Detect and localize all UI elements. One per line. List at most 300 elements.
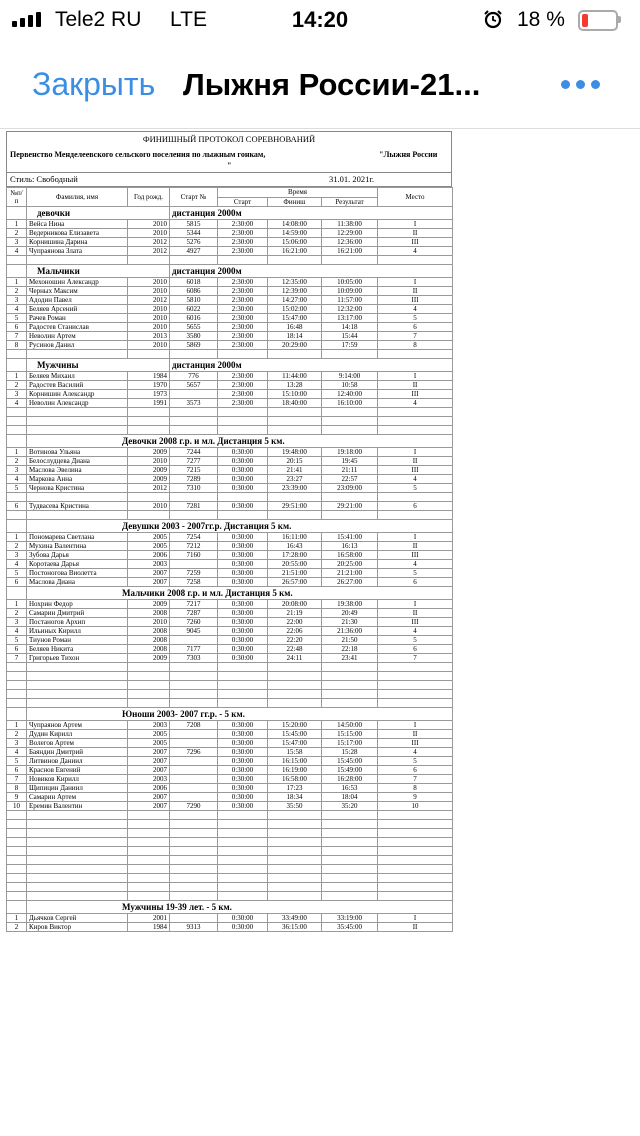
table-cell: 13:28 xyxy=(268,381,322,390)
table-cell: 6 xyxy=(7,645,27,654)
section-title: Девушки 2003 - 2007гг.р. Дистанция 5 км. xyxy=(27,520,453,533)
table-cell: 18:14 xyxy=(268,332,322,341)
document-title: Лыжня России-21... xyxy=(183,67,481,102)
table-row xyxy=(7,914,453,923)
table-cell: 7281 xyxy=(170,502,218,511)
table-cell: 7 xyxy=(7,654,27,663)
table-cell: 5 xyxy=(7,636,27,645)
table-cell: 2010 xyxy=(128,618,170,627)
table-cell: 5 xyxy=(7,314,27,323)
table-row xyxy=(7,721,453,730)
table-cell: 21:36:00 xyxy=(322,627,378,636)
table-cell: I xyxy=(378,448,453,457)
table-cell: 7296 xyxy=(170,748,218,757)
more-options-button[interactable] xyxy=(561,80,601,90)
table-cell: 2:30:00 xyxy=(218,332,268,341)
table-row xyxy=(7,600,453,609)
table-cell: Черных Максим xyxy=(27,287,128,296)
table-cell: 15:20:00 xyxy=(268,721,322,730)
table-cell: 10:58 xyxy=(322,381,378,390)
table-cell: 0:30:00 xyxy=(218,502,268,511)
table-cell: 4 xyxy=(378,748,453,757)
empty-row xyxy=(7,256,453,265)
close-button[interactable]: Закрыть xyxy=(32,66,156,102)
table-cell: 2009 xyxy=(128,448,170,457)
table-cell: 2010 xyxy=(128,229,170,238)
empty-row xyxy=(7,350,453,359)
table-cell xyxy=(170,914,218,923)
table-cell: 6 xyxy=(378,502,453,511)
table-cell: 2010 xyxy=(128,314,170,323)
table-cell: 2008 xyxy=(128,627,170,636)
table-cell xyxy=(170,793,218,802)
table-row xyxy=(7,618,453,627)
table-cell: 20:15 xyxy=(268,457,322,466)
table-cell: I xyxy=(378,533,453,542)
table-cell: 23:09:00 xyxy=(322,484,378,493)
table-cell: 1970 xyxy=(128,381,170,390)
table-row xyxy=(7,484,453,493)
table-cell: Чернова Кристина xyxy=(27,484,128,493)
table-cell: 7 xyxy=(378,654,453,663)
table-cell: 7287 xyxy=(170,609,218,618)
table-cell: 5 xyxy=(378,314,453,323)
table-cell: Тиунов Роман xyxy=(27,636,128,645)
section-title: Девочки 2008 г.р. и мл. Дистанция 5 км. xyxy=(27,435,453,448)
table-cell: 0:30:00 xyxy=(218,784,268,793)
table-cell: 14:50:00 xyxy=(322,721,378,730)
table-cell: 0:30:00 xyxy=(218,627,268,636)
table-cell: 21:41 xyxy=(268,466,322,475)
section-title: Мальчики xyxy=(27,265,170,278)
table-cell: 16:58:00 xyxy=(322,551,378,560)
table-cell: 16:21:00 xyxy=(268,247,322,256)
table-cell: 15:10:00 xyxy=(268,390,322,399)
table-cell: 2 xyxy=(7,923,27,932)
table-cell: 0:30:00 xyxy=(218,636,268,645)
table-cell: 4 xyxy=(378,399,453,408)
table-cell: Мухина Валентина xyxy=(27,542,128,551)
table-row xyxy=(7,332,453,341)
table-cell: 35:20 xyxy=(322,802,378,811)
table-cell: 0:30:00 xyxy=(218,739,268,748)
table-row xyxy=(7,627,453,636)
table-cell: 21:21:00 xyxy=(322,569,378,578)
table-cell: 15:02:00 xyxy=(268,305,322,314)
table-cell: 10:09:00 xyxy=(322,287,378,296)
table-cell: 4927 xyxy=(170,247,218,256)
table-cell: 2003 xyxy=(128,560,170,569)
table-cell: 15:58 xyxy=(268,748,322,757)
empty-row xyxy=(7,883,453,892)
table-cell: I xyxy=(378,914,453,923)
table-cell: 3 xyxy=(7,466,27,475)
table-cell: 6 xyxy=(7,502,27,511)
table-cell: 2008 xyxy=(128,645,170,654)
table-cell: II xyxy=(378,457,453,466)
table-cell: 5810 xyxy=(170,296,218,305)
table-cell: Чупраянов Артем xyxy=(27,721,128,730)
table-cell: 7 xyxy=(7,332,27,341)
table-cell: Еремин Валентин xyxy=(27,802,128,811)
table-row xyxy=(7,220,453,229)
table-cell: Адодин Павел xyxy=(27,296,128,305)
table-cell: 2:30:00 xyxy=(218,278,268,287)
table-cell: Беляев Никита xyxy=(27,645,128,654)
table-row xyxy=(7,341,453,350)
table-cell: 2005 xyxy=(128,730,170,739)
carrier-name: Tele2 RU xyxy=(55,8,142,31)
style-label: Стиль: Свободный xyxy=(10,174,78,184)
table-cell: 6 xyxy=(7,578,27,587)
table-cell: 1973 xyxy=(128,390,170,399)
table-cell: Маслова Эвелина xyxy=(27,466,128,475)
table-cell xyxy=(170,390,218,399)
table-cell: 2001 xyxy=(128,914,170,923)
table-cell: 0:30:00 xyxy=(218,923,268,932)
empty-row xyxy=(7,892,453,901)
table-cell: 2:30:00 xyxy=(218,305,268,314)
table-cell: 5 xyxy=(378,484,453,493)
table-cell: 15:49:00 xyxy=(322,766,378,775)
table-row xyxy=(7,551,453,560)
table-cell: Вейса Нина xyxy=(27,220,128,229)
table-row xyxy=(7,475,453,484)
table-cell: 2009 xyxy=(128,600,170,609)
table-cell: 7 xyxy=(7,775,27,784)
table-cell: 4 xyxy=(7,305,27,314)
table-cell: Беляев Михаил xyxy=(27,372,128,381)
table-row xyxy=(7,390,453,399)
table-cell: 20:49 xyxy=(322,609,378,618)
table-cell: 1 xyxy=(7,220,27,229)
table-cell: Дьячков Сергей xyxy=(27,914,128,923)
table-cell: 2009 xyxy=(128,475,170,484)
table-cell: Самарин Дмитрий xyxy=(27,609,128,618)
table-cell: 776 xyxy=(170,372,218,381)
table-cell: 2006 xyxy=(128,784,170,793)
table-cell: 6 xyxy=(378,323,453,332)
table-cell: 2 xyxy=(7,730,27,739)
table-row xyxy=(7,247,453,256)
table-cell: 7289 xyxy=(170,475,218,484)
table-cell xyxy=(170,766,218,775)
table-row xyxy=(7,802,453,811)
table-cell: 0:30:00 xyxy=(218,448,268,457)
table-cell: 8 xyxy=(378,784,453,793)
table-cell xyxy=(170,636,218,645)
table-cell: 0:30:00 xyxy=(218,721,268,730)
battery-icon xyxy=(578,10,618,31)
table-cell: Новиков Кирилл xyxy=(27,775,128,784)
table-row xyxy=(7,287,453,296)
table-cell: Самарин Артем xyxy=(27,793,128,802)
table-row xyxy=(7,569,453,578)
table-cell: 10 xyxy=(378,802,453,811)
table-cell: Зубова Дарья xyxy=(27,551,128,560)
table-cell: 2:30:00 xyxy=(218,390,268,399)
table-cell: 11:44:00 xyxy=(268,372,322,381)
table-cell: 2012 xyxy=(128,296,170,305)
table-cell: 2009 xyxy=(128,466,170,475)
table-cell: 0:30:00 xyxy=(218,551,268,560)
table-cell: 6016 xyxy=(170,314,218,323)
table-cell: 12:32:00 xyxy=(322,305,378,314)
empty-row xyxy=(7,408,453,417)
table-cell: II xyxy=(378,287,453,296)
table-cell: 22:48 xyxy=(268,645,322,654)
table-cell: 4 xyxy=(7,560,27,569)
table-cell: 11:38:00 xyxy=(322,220,378,229)
table-row xyxy=(7,296,453,305)
table-cell: 0:30:00 xyxy=(218,766,268,775)
table-cell: 15:45:00 xyxy=(268,730,322,739)
section-header xyxy=(7,435,453,448)
table-cell: 12:40:00 xyxy=(322,390,378,399)
table-cell: 9:14:00 xyxy=(322,372,378,381)
table-row xyxy=(7,314,453,323)
table-cell: 2 xyxy=(7,381,27,390)
table-cell: 0:30:00 xyxy=(218,618,268,627)
table-cell: Радостев Станислав xyxy=(27,323,128,332)
table-cell: Мехоношин Александр xyxy=(27,278,128,287)
table-cell: 5 xyxy=(7,484,27,493)
table-cell: Беляев Арсений xyxy=(27,305,128,314)
table-cell: 2:30:00 xyxy=(218,238,268,247)
table-cell: 7244 xyxy=(170,448,218,457)
table-cell: 1 xyxy=(7,533,27,542)
table-cell: 2010 xyxy=(128,457,170,466)
table-cell: Рачев Роман xyxy=(27,314,128,323)
table-cell: 2:30:00 xyxy=(218,372,268,381)
table-cell: 14:08:00 xyxy=(268,220,322,229)
table-cell: 22:18 xyxy=(322,645,378,654)
table-cell: 3 xyxy=(7,296,27,305)
empty-row xyxy=(7,847,453,856)
table-cell: 5276 xyxy=(170,238,218,247)
table-row xyxy=(7,381,453,390)
table-cell: 14:27:00 xyxy=(268,296,322,305)
table-cell: 19:18:00 xyxy=(322,448,378,457)
table-cell: 22:00 xyxy=(268,618,322,627)
table-cell: 6 xyxy=(378,766,453,775)
table-row xyxy=(7,533,453,542)
table-cell: 18:40:00 xyxy=(268,399,322,408)
table-cell: 2007 xyxy=(128,569,170,578)
table-cell: 2008 xyxy=(128,609,170,618)
table-cell: 17:59 xyxy=(322,341,378,350)
table-cell: 16:53 xyxy=(322,784,378,793)
empty-row xyxy=(7,865,453,874)
empty-row xyxy=(7,829,453,838)
table-row xyxy=(7,399,453,408)
table-cell: Неволин Александр xyxy=(27,399,128,408)
table-cell: II xyxy=(378,609,453,618)
table-cell: II xyxy=(378,923,453,932)
table-cell: 0:30:00 xyxy=(218,609,268,618)
table-cell: 3 xyxy=(7,390,27,399)
table-row xyxy=(7,730,453,739)
table-cell: 2010 xyxy=(128,502,170,511)
table-cell: 15:06:00 xyxy=(268,238,322,247)
table-cell: 3 xyxy=(7,618,27,627)
table-cell: 4 xyxy=(7,399,27,408)
table-cell: 15:45:00 xyxy=(322,757,378,766)
table-cell: 2007 xyxy=(128,578,170,587)
table-row xyxy=(7,229,453,238)
table-cell: 35:45:00 xyxy=(322,923,378,932)
table-cell: Ведерникова Елизавета xyxy=(27,229,128,238)
table-cell: 2:30:00 xyxy=(218,247,268,256)
competition-subtitle: Первенство Менделеевского сельского поселения по лыжным гонкам, "Лыжня России " xyxy=(6,146,452,172)
table-cell: 16:58:00 xyxy=(268,775,322,784)
section-title: Юноши 2003- 2007 гг.р. - 5 км. xyxy=(27,708,453,721)
table-cell: 2:30:00 xyxy=(218,341,268,350)
table-cell: II xyxy=(378,730,453,739)
table-cell: 2010 xyxy=(128,220,170,229)
table-cell: 33:19:00 xyxy=(322,914,378,923)
table-cell: 19:48:00 xyxy=(268,448,322,457)
table-cell: 0:30:00 xyxy=(218,533,268,542)
table-cell: 18:34 xyxy=(268,793,322,802)
table-row xyxy=(7,645,453,654)
table-cell: 0:30:00 xyxy=(218,569,268,578)
table-cell: II xyxy=(378,381,453,390)
table-cell: 21:51:00 xyxy=(268,569,322,578)
table-row xyxy=(7,372,453,381)
table-row xyxy=(7,793,453,802)
table-cell: III xyxy=(378,296,453,305)
empty-row xyxy=(7,811,453,820)
table-cell: Коротаева Дарья xyxy=(27,560,128,569)
table-cell: 2:30:00 xyxy=(218,229,268,238)
table-cell: 2 xyxy=(7,457,27,466)
table-cell: 14:59:00 xyxy=(268,229,322,238)
table-cell: 16:13 xyxy=(322,542,378,551)
table-cell: 0:30:00 xyxy=(218,484,268,493)
table-cell: 7260 xyxy=(170,618,218,627)
table-cell: III xyxy=(378,551,453,560)
table-cell: I xyxy=(378,278,453,287)
table-cell: I xyxy=(378,600,453,609)
table-cell: 5869 xyxy=(170,341,218,350)
table-row xyxy=(7,466,453,475)
table-header: №п/п Фамилия, имя Год рожд. Старт № Время Место xyxy=(7,188,453,198)
table-cell: 2013 xyxy=(128,332,170,341)
table-cell: 16:15:00 xyxy=(268,757,322,766)
table-cell: 5 xyxy=(378,757,453,766)
table-row xyxy=(7,502,453,511)
table-cell: II xyxy=(378,542,453,551)
table-cell: III xyxy=(378,739,453,748)
table-cell: 0:30:00 xyxy=(218,748,268,757)
table-cell: 21:30 xyxy=(322,618,378,627)
table-cell: 0:30:00 xyxy=(218,914,268,923)
table-cell: 4 xyxy=(7,247,27,256)
table-row xyxy=(7,542,453,551)
table-cell: 2:30:00 xyxy=(218,323,268,332)
table-cell: Дудин Кирилл xyxy=(27,730,128,739)
table-cell: 2005 xyxy=(128,542,170,551)
table-cell: I xyxy=(378,220,453,229)
table-cell: 13:17:00 xyxy=(322,314,378,323)
table-row xyxy=(7,560,453,569)
table-cell xyxy=(170,730,218,739)
table-cell: 15:47:00 xyxy=(268,314,322,323)
table-cell: 0:30:00 xyxy=(218,542,268,551)
table-cell: 36:15:00 xyxy=(268,923,322,932)
table-row xyxy=(7,784,453,793)
table-cell xyxy=(170,739,218,748)
table-cell: 4 xyxy=(378,627,453,636)
table-cell: 7277 xyxy=(170,457,218,466)
table-cell: 26:27:00 xyxy=(322,578,378,587)
table-cell: Маркова Анна xyxy=(27,475,128,484)
table-cell: 17:28:00 xyxy=(268,551,322,560)
table-cell: 8 xyxy=(378,341,453,350)
table-cell: 2 xyxy=(7,542,27,551)
table-cell: Корнишин Александр xyxy=(27,390,128,399)
table-cell: 2:30:00 xyxy=(218,287,268,296)
table-cell: 2006 xyxy=(128,551,170,560)
table-cell: 0:30:00 xyxy=(218,802,268,811)
table-row xyxy=(7,636,453,645)
table-cell: 2007 xyxy=(128,748,170,757)
table-cell: 5 xyxy=(378,569,453,578)
table-cell: Неволин Артем xyxy=(27,332,128,341)
table-cell: 8 xyxy=(7,784,27,793)
table-row xyxy=(7,323,453,332)
table-cell: Русинов Данил xyxy=(27,341,128,350)
empty-row xyxy=(7,663,453,672)
table-row xyxy=(7,578,453,587)
table-cell: 7303 xyxy=(170,654,218,663)
table-cell: 9 xyxy=(7,793,27,802)
nav-bar xyxy=(0,40,640,129)
table-cell: 12:36:00 xyxy=(322,238,378,247)
section-header xyxy=(7,207,453,220)
table-cell xyxy=(170,784,218,793)
table-cell: 20:29:00 xyxy=(268,341,322,350)
table-cell: Тудвасева Кристина xyxy=(27,502,128,511)
alarm-icon xyxy=(483,9,503,34)
table-cell: I xyxy=(378,721,453,730)
table-cell: 12:35:00 xyxy=(268,278,322,287)
table-cell: 0:30:00 xyxy=(218,578,268,587)
table-cell: 1 xyxy=(7,721,27,730)
table-cell: 9 xyxy=(378,793,453,802)
table-cell: 2012 xyxy=(128,484,170,493)
table-cell: 7290 xyxy=(170,802,218,811)
table-cell: 16:11:00 xyxy=(268,533,322,542)
table-cell: 16:48 xyxy=(268,323,322,332)
table-cell: 2008 xyxy=(128,636,170,645)
table-cell: 5655 xyxy=(170,323,218,332)
table-cell: 3573 xyxy=(170,399,218,408)
table-cell: 3 xyxy=(7,238,27,247)
table-cell: 23:41 xyxy=(322,654,378,663)
table-cell: 0:30:00 xyxy=(218,475,268,484)
table-cell: 2010 xyxy=(128,323,170,332)
table-cell: 5 xyxy=(378,636,453,645)
table-cell: 2012 xyxy=(128,247,170,256)
table-cell: 1 xyxy=(7,600,27,609)
table-cell: 15:47:00 xyxy=(268,739,322,748)
table-cell: Корнишина Дарина xyxy=(27,238,128,247)
section-distance: дистанция 2000м xyxy=(170,207,453,220)
table-cell: 24:11 xyxy=(268,654,322,663)
table-cell: 2010 xyxy=(128,278,170,287)
